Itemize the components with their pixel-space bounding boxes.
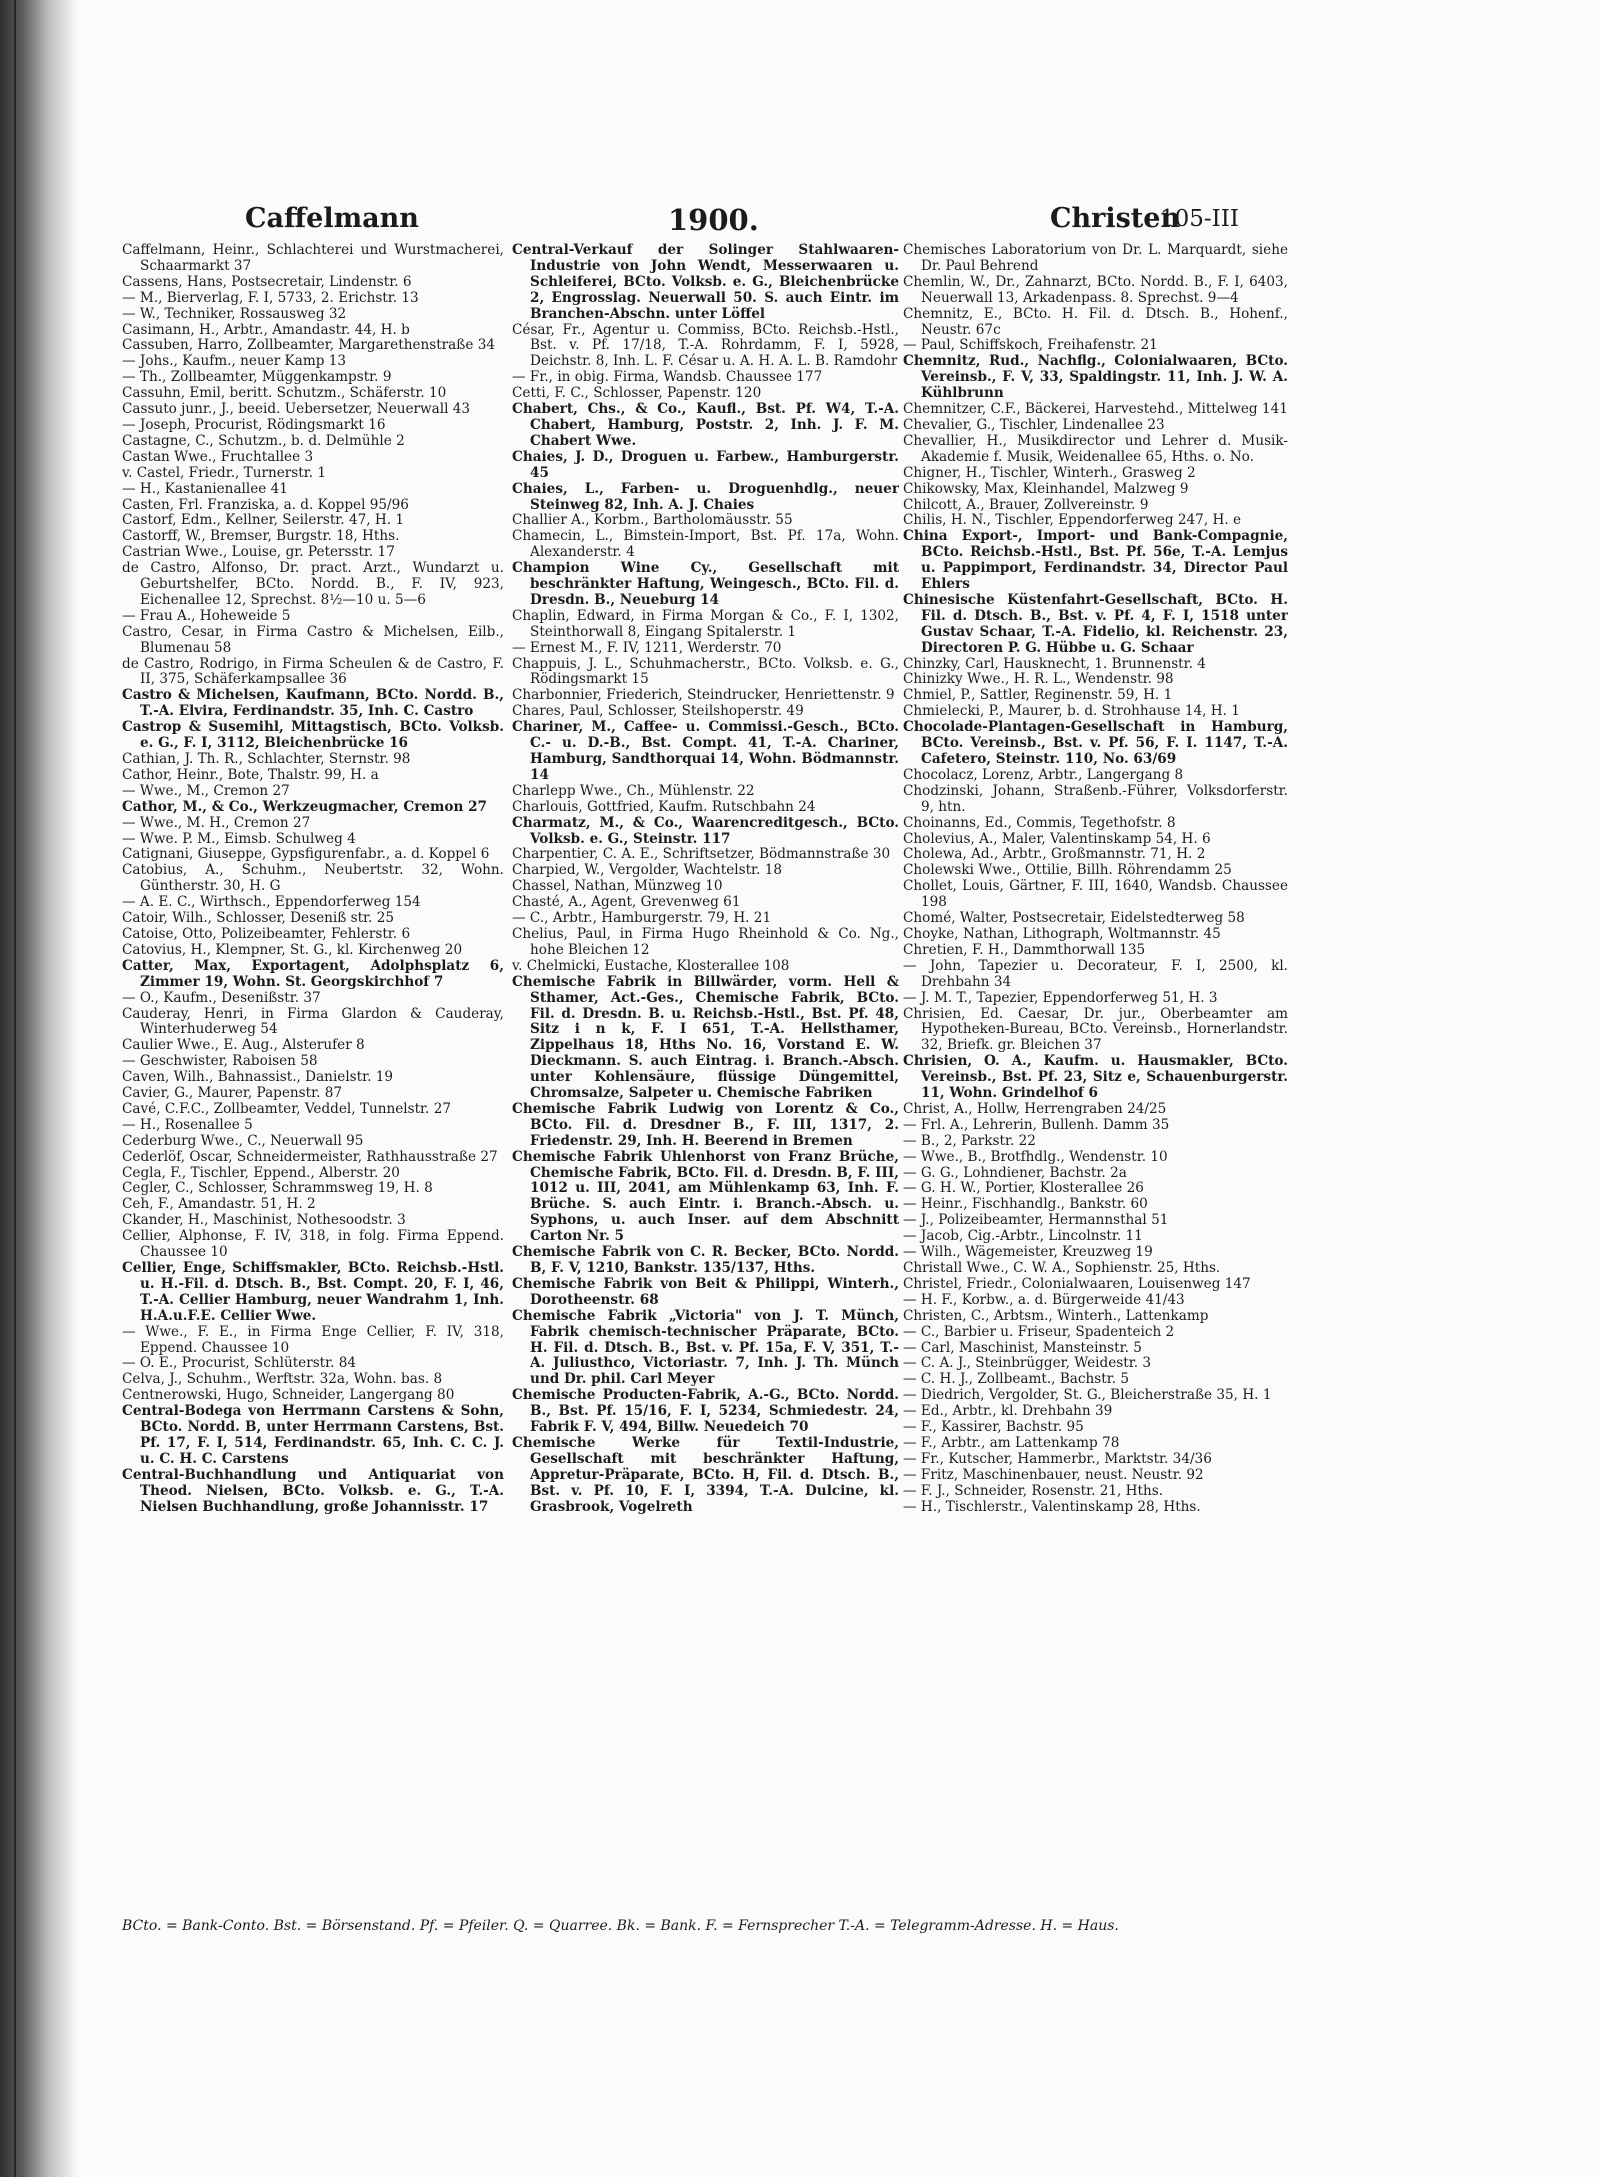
directory-entry: Charlepp Wwe., Ch., Mühlenstr. 22 [512,782,755,799]
directory-entry: de Castro, Alfonso, Dr. pract. Arzt., Wundarzt u. Geburtshelfer, BCto. Nordd. B., F. IV, 923, Eichenallee 12, Sprechst. 8½—10 u. 5—6 [122,560,504,608]
directory-entry: Chocolade-Plantagen-Gesellschaft in Hamburg, BCto. Vereinsb., Bst. v. Pf. 56, F. I. 1147, T.-A. Cafetero, Steinstr. 110, No. 63/69 [903,719,1288,767]
header-year: 1900. [668,203,759,237]
directory-entry: Castrian Wwe., Louise, gr. Petersstr. 17 [122,544,395,561]
column-1 [122,243,504,1915]
directory-entry: Catignani, Giuseppe, Gypsfigurenfabr., a. d. Koppel 6 [122,846,490,863]
directory-entry: Catovius, H., Klempner, St. G., kl. Kirchenweg 20 [122,941,463,958]
directory-entry: Chemische Fabrik Ludwig von Lorentz & Co., BCto. Fil. d. Dresdner B., F. III, 1317, 2. Friedenstr. 29, Inh. H. Beerend in Bremen [512,1100,899,1149]
directory-entry: Caven, Wilh., Bahnassist., Danielstr. 19 [122,1069,394,1086]
directory-entry: Ckander, H., Maschinist, Nothesoodstr. 3 [122,1212,406,1229]
directory-entry: — Joseph, Procurist, Rödingsmarkt 16 [122,416,386,433]
directory-entry: Centnerowski, Hugo, Schneider, Langergang 80 [122,1387,455,1404]
directory-entry: Chaies, J. D., Droguen u. Farbew., Hamburgerstr. 45 [512,448,899,481]
directory-entry: Chares, Paul, Schlosser, Steilshoperstr. 49 [512,703,804,720]
directory-entry: Champion Wine Cy., Gesellschaft mit beschränkter Haftung, Weingesch., BCto. Fil. d. Dresdn. B., Neueburg 14 [512,560,899,608]
directory-entry: Cederburg Wwe., C., Neuerwall 95 [122,1132,364,1149]
directory-entry: Cholewa, Ad., Arbtr., Großmannstr. 71, H. 2 [903,846,1206,863]
directory-entry: — Fr., in obig. Firma, Wandsb. Chaussee 177 [512,369,823,386]
directory-entry: Castro & Michelsen, Kaufmann, BCto. Nordd. B., T.-A. Elvira, Ferdinandstr. 35, Inh. C. Castro [122,687,504,720]
directory-entry: Cathian, J. Th. R., Schlachter, Sternstr. 98 [122,751,411,767]
directory-entry: Cegler, C., Schlosser, Schrammsweg 19, H. 8 [122,1180,433,1197]
directory-entry: Chinzky, Carl, Hausknecht, 1. Brunnenstr. 4 [903,655,1206,672]
directory-entry: Chasté, A., Agent, Grevenweg 61 [512,894,741,911]
directory-entry: — J., Polizeibeamter, Hermannsthal 51 [903,1212,1169,1229]
directory-entry: — Th., Zollbeamter, Müggenkampstr. 9 [122,369,392,386]
directory-entry: Cathor, M., & Co., Werkzeugmacher, Cremon 27 [122,798,487,815]
directory-entry: César, Fr., Agentur u. Commiss, BCto. Reichsb.-Hstl., Bst. v. Pf. 17/18, T.-A. Rohrdamm, F. I, 5928, Deichstr. 8, Inh. L. F. César u. A. H. A. L. B. Ramdohr [512,321,899,370]
directory-entry: Cassuhn, Emil, beritt. Schutzm., Schäferstr. 10 [122,385,447,402]
directory-entry: — Geschwister, Raboisen 58 [122,1053,318,1070]
directory-entry: Chemlin, W., Dr., Zahnarzt, BCto. Nordd. B., F. I, 6403, Neuerwall 13, Arkadenpass. 8. Sprechst. 9—4 [903,273,1288,306]
directory-entry: — Paul, Schiffskoch, Freihafenstr. 21 [903,337,1158,354]
directory-entry: — Wwe., M., Cremon 27 [122,782,290,799]
directory-entry: Chamecin, L., Bimstein-Import, Bst. Pf. 17a, Wohn. Alexanderstr. 4 [512,528,899,561]
column-3 [903,243,1288,1915]
directory-entry: — John, Tapezier u. Decorateur, F. I, 2500, kl. Drehbahn 34 [903,957,1288,990]
directory-entry: — H. F., Korbw., a. d. Bürgerweide 41/43 [903,1291,1185,1308]
directory-entry: — F., Kassirer, Bachstr. 95 [903,1419,1084,1436]
directory-entry: Cholevius, A., Maler, Valentinskamp 54, H. 6 [903,830,1211,847]
directory-entry: — F., Arbtr., am Lattenkamp 78 [903,1434,1120,1451]
directory-entry: — Fritz, Maschinenbauer, neust. Neustr. 92 [903,1466,1204,1483]
page-header [160,203,1400,237]
directory-entry: Cavé, C.F.C., Zollbeamter, Veddel, Tunnelstr. 27 [122,1100,452,1117]
directory-entry: — C., Arbtr., Hamburgerstr. 79, H. 21 [512,910,772,927]
directory-entry: Casimann, H., Arbtr., Amandastr. 44, H. b [122,321,410,338]
directory-entry: Choinanns, Ed., Commis, Tegethofstr. 8 [903,814,1176,831]
directory-entry: Chaies, L., Farben- u. Droguenhdlg., neuer Steinweg 82, Inh. A. J. Chaies [512,480,899,513]
directory-entry: Castorf, Edm., Kellner, Seilerstr. 47, H. 1 [122,512,405,529]
directory-entry: — G. H. W., Portier, Klosterallee 26 [903,1180,1144,1197]
directory-entry: Chassel, Nathan, Münzweg 10 [512,878,723,895]
directory-entry: Chaplin, Edward, in Firma Morgan & Co., F. I, 1302, Steinthorwall 8, Eingang Spitalerstr. 1 [512,607,899,640]
directory-entry: Cholewski Wwe., Ottilie, Billh. Röhrendamm 25 [903,862,1232,879]
directory-entry: v. Castel, Friedr., Turnerstr. 1 [122,464,327,481]
directory-entry: — Diedrich, Vergolder, St. G., Bleicherstraße 35, H. 1 [903,1387,1272,1404]
directory-entry: Castagne, C., Schutzm., b. d. Delmühle 2 [122,432,405,449]
directory-entry: — C., Barbier u. Friseur, Spadenteich 2 [903,1323,1175,1340]
directory-entry: Chilcott, A., Brauer, Zollvereinstr. 9 [903,496,1149,513]
directory-entry: Cegla, F., Tischler, Eppend., Alberstr. 20 [122,1164,400,1181]
directory-entry: Chmielecki, P., Maurer, b. d. Strohhause 14, H. 1 [903,703,1240,720]
directory-entry: — A. E. C., Wirthsch., Eppendorferweg 154 [122,894,421,911]
directory-entry: Chilis, H. N., Tischler, Eppendorferweg 247, H. e [903,512,1242,529]
directory-entry: — C. H. J., Zollbeamt., Bachstr. 5 [903,1371,1130,1388]
directory-entry: — O. E., Procurist, Schlüterstr. 84 [122,1355,357,1372]
directory-entry: Catobius, A., Schuhm., Neubertstr. 32, Wohn. Güntherstr. 30, H. G [122,862,504,895]
directory-entry: Central-Buchhandlung und Antiquariat von Theod. Nielsen, BCto. Volksb. e. G., T.-A. Nielsen Buchhandlung, große Johannisstr. 17 [122,1466,504,1515]
directory-entry: Charpied, W., Vergolder, Wachtelstr. 18 [512,862,782,879]
directory-entry: — Johs., Kaufm., neuer Kamp 13 [122,353,347,370]
directory-entry: v. Chelmicki, Eustache, Klosterallee 108 [512,957,790,974]
directory-entry: Christ, A., Hollw, Herrengraben 24/25 [903,1100,1167,1117]
directory-entry: Cellier, Alphonse, F. IV, 318, in folg. Firma Eppend. Chaussee 10 [122,1228,504,1261]
directory-entry: — B., 2, Parkstr. 22 [903,1132,1036,1149]
page-number: 105-III [1160,206,1239,232]
directory-entry: Chikowsky, Max, Kleinhandel, Malzweg 9 [903,480,1189,497]
directory-entry: — C. A. J., Steinbrügger, Weidestr. 3 [903,1355,1151,1372]
directory-entry: Chrisien, O. A., Kaufm. u. Hausmakler, BCto. Vereinsb., Bst. Pf. 23, Sitz e, Schauenburgerstr. 11, Wohn. Grindelhof 6 [903,1053,1288,1102]
directory-entry: Chemische Fabrik „Victoria" von J. T. Münch, Fabrik chemisch-technischer Präparate, BCto. H. Fil. d. Dtsch. B., Bst. v. Pf. 15a, F. V, 351, T.-A. Juliusthco, Victoriastr. 7, Inh. J. Th. Münch und Dr. phil. Carl Meyer [512,1307,899,1388]
directory-entry: China Export-, Import- und Bank-Compagnie, BCto. Reichsb.-Hstl., Bst. Pf. 56e, T.-A. Lemjus u. Pappimport, Ferdinandstr. 34, Director Paul Ehlers [903,528,1288,593]
directory-entry: Chemische Fabrik von C. R. Becker, BCto. Nordd. B, F. V, 1210, Bankstr. 135/137, Hths. [512,1244,899,1276]
directory-entry: Casten, Frl. Franziska, a. d. Koppel 95/96 [122,496,409,513]
header-right-word: Christen [1050,203,1181,234]
directory-entry: Charlouis, Gottfried, Kaufm. Rutschbahn 24 [512,798,816,815]
directory-entry: Chodzinski, Johann, Straßenb.-Führer, Volksdorferstr. 9, htn. [903,782,1288,815]
directory-entry: Central-Verkauf der Solinger Stahlwaaren-Industrie von John Wendt, Messerwaaren u. Schleiferei, BCto. Volksb. e. G., Bleichenbrücke 2, Engrosslag. Neuerwall 50. S. auch Eintr. im Branchen-Abschn. unter Löffel [512,243,899,322]
header-left-word: Caffelmann [245,203,419,234]
directory-entry: — Fr., Kutscher, Hammerbr., Marktstr. 34/36 [903,1450,1212,1467]
directory-entry: Christall Wwe., C. W. A., Sophienstr. 25, Hths. [903,1260,1221,1276]
directory-entry: Chemische Werke für Textil-Industrie, Gesellschaft mit beschränkter Haftung, Appretur-Präparate, BCto. H, Fil. d. Dtsch. B., Bst. v. Pf. 10, F. I, 3394, T.-A. Dulcine, kl. Grasbrook, Vogelreth [512,1434,899,1515]
directory-entry: — G. G., Lohndiener, Bachstr. 2a [903,1164,1127,1181]
directory-entry: Cauderay, Henri, in Firma Glardon & Cauderay, Winterhuderweg 54 [122,1005,504,1038]
directory-entry: — H., Tischlerstr., Valentinskamp 28, Hths. [903,1498,1201,1515]
column-2 [512,243,899,1915]
directory-entry: Chemnitz, Rud., Nachflg., Colonialwaaren, BCto. Vereinsb., F. V, 33, Spaldingstr. 11, Inh. J. W. A. Kühlbrunn [903,353,1288,402]
directory-entry: Cellier, Enge, Schiffsmakler, BCto. Reichsb.-Hstl. u. H.-Fil. d. Dtsch. B., Bst. Compt. 20, F. I, 46, T.-A. Cellier Hamburg, neuer Wandrahm 1, Inh. H.A.u.F.E. Cellier Wwe. [122,1260,504,1324]
directory-entry: Cetti, F. C., Schlosser, Papenstr. 120 [512,385,762,402]
directory-entry: Cathor, Heinr., Bote, Thalstr. 99, H. a [122,766,379,783]
directory-entry: Choyke, Nathan, Lithograph, Woltmannstr. 45 [903,925,1221,942]
directory-entry: Christel, Friedr., Colonialwaaren, Louisenweg 147 [903,1275,1251,1292]
directory-entry: Chemische Fabrik in Billwärder, vorm. Hell & Sthamer, Act.-Ges., Chemische Fabrik, BCto. Fil. d. Dresdn. B. u. Reichsb.-Hstl., Bst. Pf. 48, Sitz i n k, F. I 651, T.-A. Hellsthamer, Zippelhaus 18, Hths No. 16, Vorstand E. W. Dieckmann. S. auch Eintrag. i. Branch.-Absch. unter Kohlensäure, flüssige Düngemittel, Chromsalze, Salpeter u. Chemische Fabriken [512,973,899,1102]
directory-entry: Charpentier, C. A. E., Schriftsetzer, Bödmannstraße 30 [512,846,891,863]
gutter-line [14,0,16,2177]
directory-entry: Chabert, Chs., & Co., Kaufl., Bst. Pf. W4, T.-A. Chabert, Hamburg, Poststr. 2, Inh. J. F. M. Chabert Wwe. [512,401,899,449]
directory-entry: Castan Wwe., Fruchtallee 3 [122,448,314,465]
directory-entry: Chemische Fabrik Uhlenhorst von Franz Brüche, Chemische Fabrik, BCto. Fil. d. Dresdn. B, F. III, 1012 u. III, 2041, am Mühlenkamp 63, Inh. F. Brüche. S. auch Eintr. i. Branch.-Absch. u. Syphons, u. auch Inser. auf dem Abschnitt Carton Nr. 5 [512,1148,899,1245]
directory-entry: Cassens, Hans, Postsecretair, Lindenstr. 6 [122,273,412,290]
abbreviation-legend: BCto. = Bank-Conto. Bst. = Börsenstand. Pf. = Pfeiler. Q. = Quarree. Bk. = Bank. F. = Fernsprecher T.-A. = Telegramm-Adresse. H. = Haus. [122,1918,1119,1934]
directory-entry: Cederlöf, Oscar, Schneidermeister, Rathhausstraße 27 [122,1148,498,1165]
directory-entry: Chocolacz, Lorenz, Arbtr., Langergang 8 [903,766,1184,783]
directory-entry: Castrop & Susemihl, Mittagstisch, BCto. Volksb. e. G., F. I, 3112, Bleichenbrücke 16 [122,719,504,752]
directory-entry: — F. J., Schneider, Rosenstr. 21, Hths. [903,1482,1164,1499]
directory-entry: Chemisches Laboratorium von Dr. L. Marquardt, siehe Dr. Paul Behrend [903,243,1288,274]
directory-entry: Chomé, Walter, Postsecretair, Eidelstedterweg 58 [903,910,1245,927]
directory-entry: — Ed., Arbtr., kl. Drehbahn 39 [903,1403,1113,1420]
directory-entry: Celva, J., Schuhm., Werftstr. 32a, Wohn. bas. 8 [122,1371,443,1388]
directory-entry: Caulier Wwe., E. Aug., Alsterufer 8 [122,1037,365,1054]
directory-entry: — Frau A., Hoheweide 5 [122,607,291,624]
directory-entry: — J. M. T., Tapezier, Eppendorferweg 51, H. 3 [903,989,1218,1006]
directory-entry: Chemnitz, E., BCto. H. Fil. d. Dtsch. B., Hohenf., Neustr. 67c [903,305,1288,338]
directory-entry: — Jacob, Cig.-Arbtr., Lincolnstr. 11 [903,1228,1143,1245]
directory-entry: Chollet, Louis, Gärtner, F. III, 1640, Wandsb. Chaussee 198 [903,878,1288,911]
directory-entry: — Carl, Maschinist, Mansteinstr. 5 [903,1339,1142,1356]
directory-entry: Chretien, F. H., Dammthorwall 135 [903,941,1146,958]
directory-entry: — Wwe. P. M., Eimsb. Schulweg 4 [122,830,356,847]
directory-entry: Chinizky Wwe., H. R. L., Wendenstr. 98 [903,671,1174,688]
directory-entry: Chevalier, G., Tischler, Lindenallee 23 [903,416,1165,433]
directory-entry: — Wilh., Wägemeister, Kreuzweg 19 [903,1244,1153,1261]
directory-entry: Chappuis, J. L., Schuhmacherstr., BCto. Volksb. e. G., Rödingsmarkt 15 [512,655,899,688]
directory-entry: Chemische Fabrik von Beit & Philippi, Winterh., Dorotheenstr. 68 [512,1275,899,1308]
directory-entry: Caffelmann, Heinr., Schlachterei und Wurstmacherei, Schaarmarkt 37 [122,243,504,274]
directory-entry: Chevallier, H., Musikdirector und Lehrer d. Musik-Akademie f. Musik, Weidenallee 65, Hths. o. No. [903,432,1288,465]
directory-entry: Ceh, F., Amandastr. 51, H. 2 [122,1196,316,1213]
directory-entry: Chemische Producten-Fabrik, A.-G., BCto. Nordd. B., Bst. Pf. 15/16, F. I, 5234, Schmiedestr. 24, Fabrik F. V, 494, Billw. Neuedeich 70 [512,1387,899,1436]
directory-entry: Central-Bodega von Herrmann Carstens & Sohn, BCto. Nordd. B, unter Herrmann Carstens, Bst. Pf. 17, F. I, 514, Ferdinandstr. 65, Inh. C. C. J. u. C. H. C. Carstens [122,1403,504,1467]
directory-entry: — Heinr., Fischhandlg., Bankstr. 60 [903,1196,1148,1213]
directory-entry: Catoise, Otto, Polizeibeamter, Fehlerstr. 6 [122,925,411,942]
directory-entry: — M., Bierverlag, F. I, 5733, 2. Erichstr. 13 [122,289,419,306]
directory-entry: — Wwe., M. H., Cremon 27 [122,814,311,831]
directory-entry: Catter, Max, Exportagent, Adolphsplatz 6, Zimmer 19, Wohn. St. Georgskirchhof 7 [122,957,504,990]
directory-entry: Cassuto junr., J., beeid. Uebersetzer, Neuerwall 43 [122,401,471,418]
directory-entry: — Ernest M., F. IV, 1211, Werderstr. 70 [512,639,782,656]
directory-entry: — H., Rosenallee 5 [122,1116,253,1133]
directory-entry: Castro, Cesar, in Firma Castro & Michelsen, Eilb., Blumenau 58 [122,623,504,656]
directory-entry: Cavier, G., Maurer, Papenstr. 87 [122,1085,343,1102]
directory-entry: Catoir, Wilh., Schlosser, Deseniß str. 25 [122,910,394,927]
directory-entry: — H., Kastanienallee 41 [122,480,288,497]
directory-entry: — Wwe., B., Brotfhdlg., Wendenstr. 10 [903,1148,1168,1165]
directory-entry: — Frl. A., Lehrerin, Bullenh. Damm 35 [903,1116,1170,1133]
directory-entry: Chelius, Paul, in Firma Hugo Rheinhold & Co. Ng., hohe Bleichen 12 [512,925,899,958]
directory-entry: Christen, C., Arbtsm., Winterh., Lattenkamp [903,1307,1209,1324]
directory-entry: Chmiel, P., Sattler, Reginenstr. 59, H. 1 [903,687,1173,704]
book-gutter [0,0,78,2177]
directory-entry: de Castro, Rodrigo, in Firma Scheulen & de Castro, F. II, 375, Schäferkampsallee 36 [122,655,504,688]
directory-entry: — O., Kaufm., Desenißstr. 37 [122,989,321,1006]
directory-entry: Chigner, H., Tischler, Winterh., Grasweg 2 [903,464,1196,481]
directory-entry: Chemnitzer, C.F., Bäckerei, Harvestehd., Mittelweg 141 [903,401,1288,418]
directory-entry: Challier A., Korbm., Bartholomäusstr. 55 [512,512,793,529]
directory-entry: Chrisien, Ed. Caesar, Dr. jur., Oberbeamter am Hypotheken-Bureau, BCto. Vereinsb., Hornerlandstr. 32, Briefk. gr. Bleichen 37 [903,1005,1288,1054]
directory-entry: Charmatz, M., & Co., Waarencreditgesch., BCto. Volksb. e. G., Steinstr. 117 [512,814,899,847]
directory-entry: — Wwe., F. E., in Firma Enge Cellier, F. IV, 318, Eppend. Chaussee 10 [122,1323,504,1356]
directory-entry: Charbonnier, Friederich, Steindrucker, Henriettenstr. 9 [512,687,895,704]
directory-entry: Cassuben, Harro, Zollbeamter, Margarethenstraße 34 [122,337,496,354]
directory-entry: Chinesische Küstenfahrt-Gesellschaft, BCto. H. Fil. d. Dtsch. B., Bst. v. Pf. 4, F. I, 1518 unter Gustav Schaar, T.-A. Fidelio, kl. Reichenstr. 23, Directoren P. G. Hübbe u. G. Schaar [903,591,1288,656]
directory-entry: Castorff, W., Bremser, Burgstr. 18, Hths. [122,528,400,545]
directory-entry: — W., Techniker, Rossausweg 32 [122,305,347,322]
directory-entry: Chariner, M., Caffee- u. Commissi.-Gesch., BCto. C.- u. D.-B., Bst. Compt. 41, T.-A. Chariner, Hamburg, Sandthorquai 14, Wohn. Bödmannstr. 14 [512,719,899,783]
